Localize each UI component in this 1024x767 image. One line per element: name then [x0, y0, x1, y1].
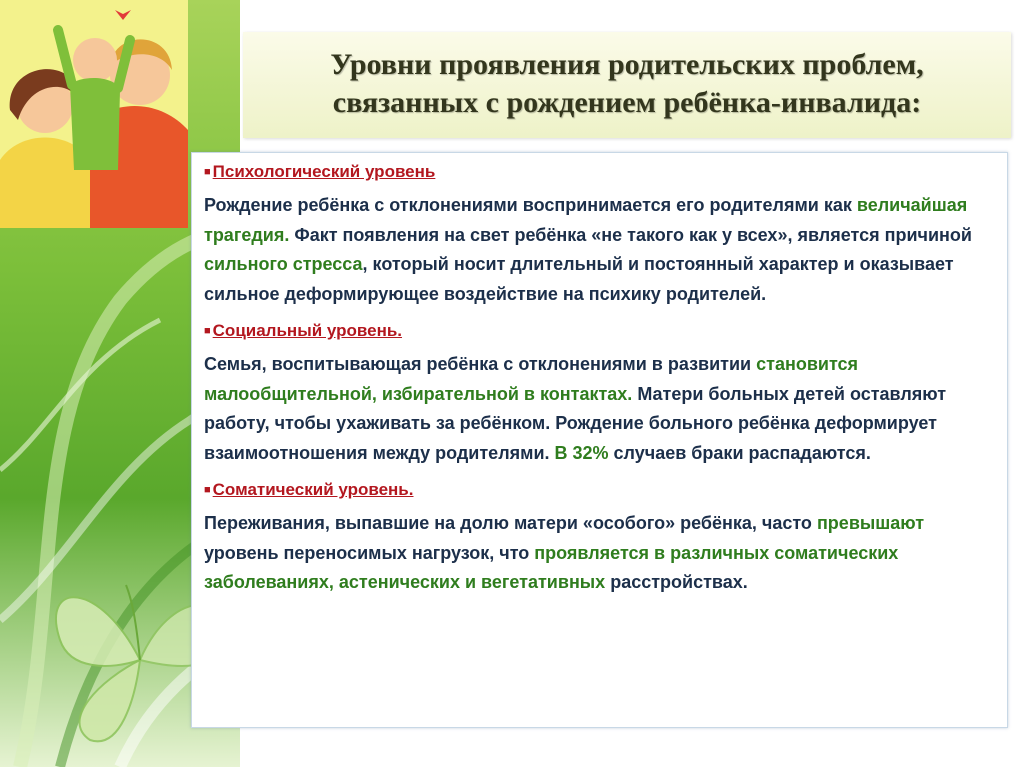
text-run: уровень переносимых нагрузок, что [204, 542, 535, 563]
title-line-2: связанных с рождением ребёнка-инвалида: [332, 86, 922, 119]
title-line-1: Уровни проявления родительских проблем, [330, 48, 924, 81]
section-heading-psychological [204, 159, 995, 185]
text-run-accent: превышают [816, 513, 925, 533]
text-run: Рождение ребёнка с отклонениями воспринимается его родителями как [204, 195, 857, 215]
text-run-accent: сильного стресса [204, 254, 363, 274]
heading-text: Социальный уровень. [212, 321, 403, 340]
family-illustration [0, 0, 188, 228]
text-run-accent: величайшая трагедия. [204, 195, 968, 245]
section-heading-social [204, 318, 995, 344]
text-run: , который носит длительный и постоянный характер и оказывает сильное деформирующее воздействие на психику родителей. [204, 254, 954, 304]
bullet-square-icon: ■ [204, 166, 211, 178]
heading-text: Соматический уровень. [212, 480, 414, 499]
content-box [191, 152, 1008, 728]
section-text-somatic [204, 509, 995, 598]
text-run-accent: проявляется в различных соматических заболеваниях, астенических и вегетативных [204, 542, 899, 592]
text-run: случаев браки распадаются. [608, 442, 871, 463]
page-title [243, 46, 1011, 122]
bullet-square-icon: ■ [204, 484, 211, 496]
text-run-accent: В 32% [554, 442, 609, 463]
text-run: Факт появления на свет ребёнка «не такого как у всех», является причиной [289, 224, 972, 245]
bullet-square-icon: ■ [204, 325, 211, 337]
section-text-psychological [204, 191, 995, 309]
title-box [243, 32, 1011, 138]
heading-text: Психологический уровень [212, 162, 436, 181]
family-illustration-icon [0, 0, 188, 228]
content [204, 159, 995, 607]
text-run-accent: становится малообщительной, избирательной в контактах. [204, 354, 859, 404]
text-run: расстройствах. [605, 572, 748, 592]
text-run: Семья, воспитывающая ребёнка с отклонениями в развитии [204, 354, 757, 374]
text-run: Матери больных детей оставляют работу, чтобы ухаживать за ребёнком. Рождение больного ребёнка деформирует взаимоотношения между родителями. [204, 383, 947, 463]
section-text-social [204, 350, 995, 468]
section-heading-somatic [204, 477, 995, 503]
text-run: Переживания, выпавшие на долю матери «особого» ребёнка, часто [204, 513, 817, 533]
